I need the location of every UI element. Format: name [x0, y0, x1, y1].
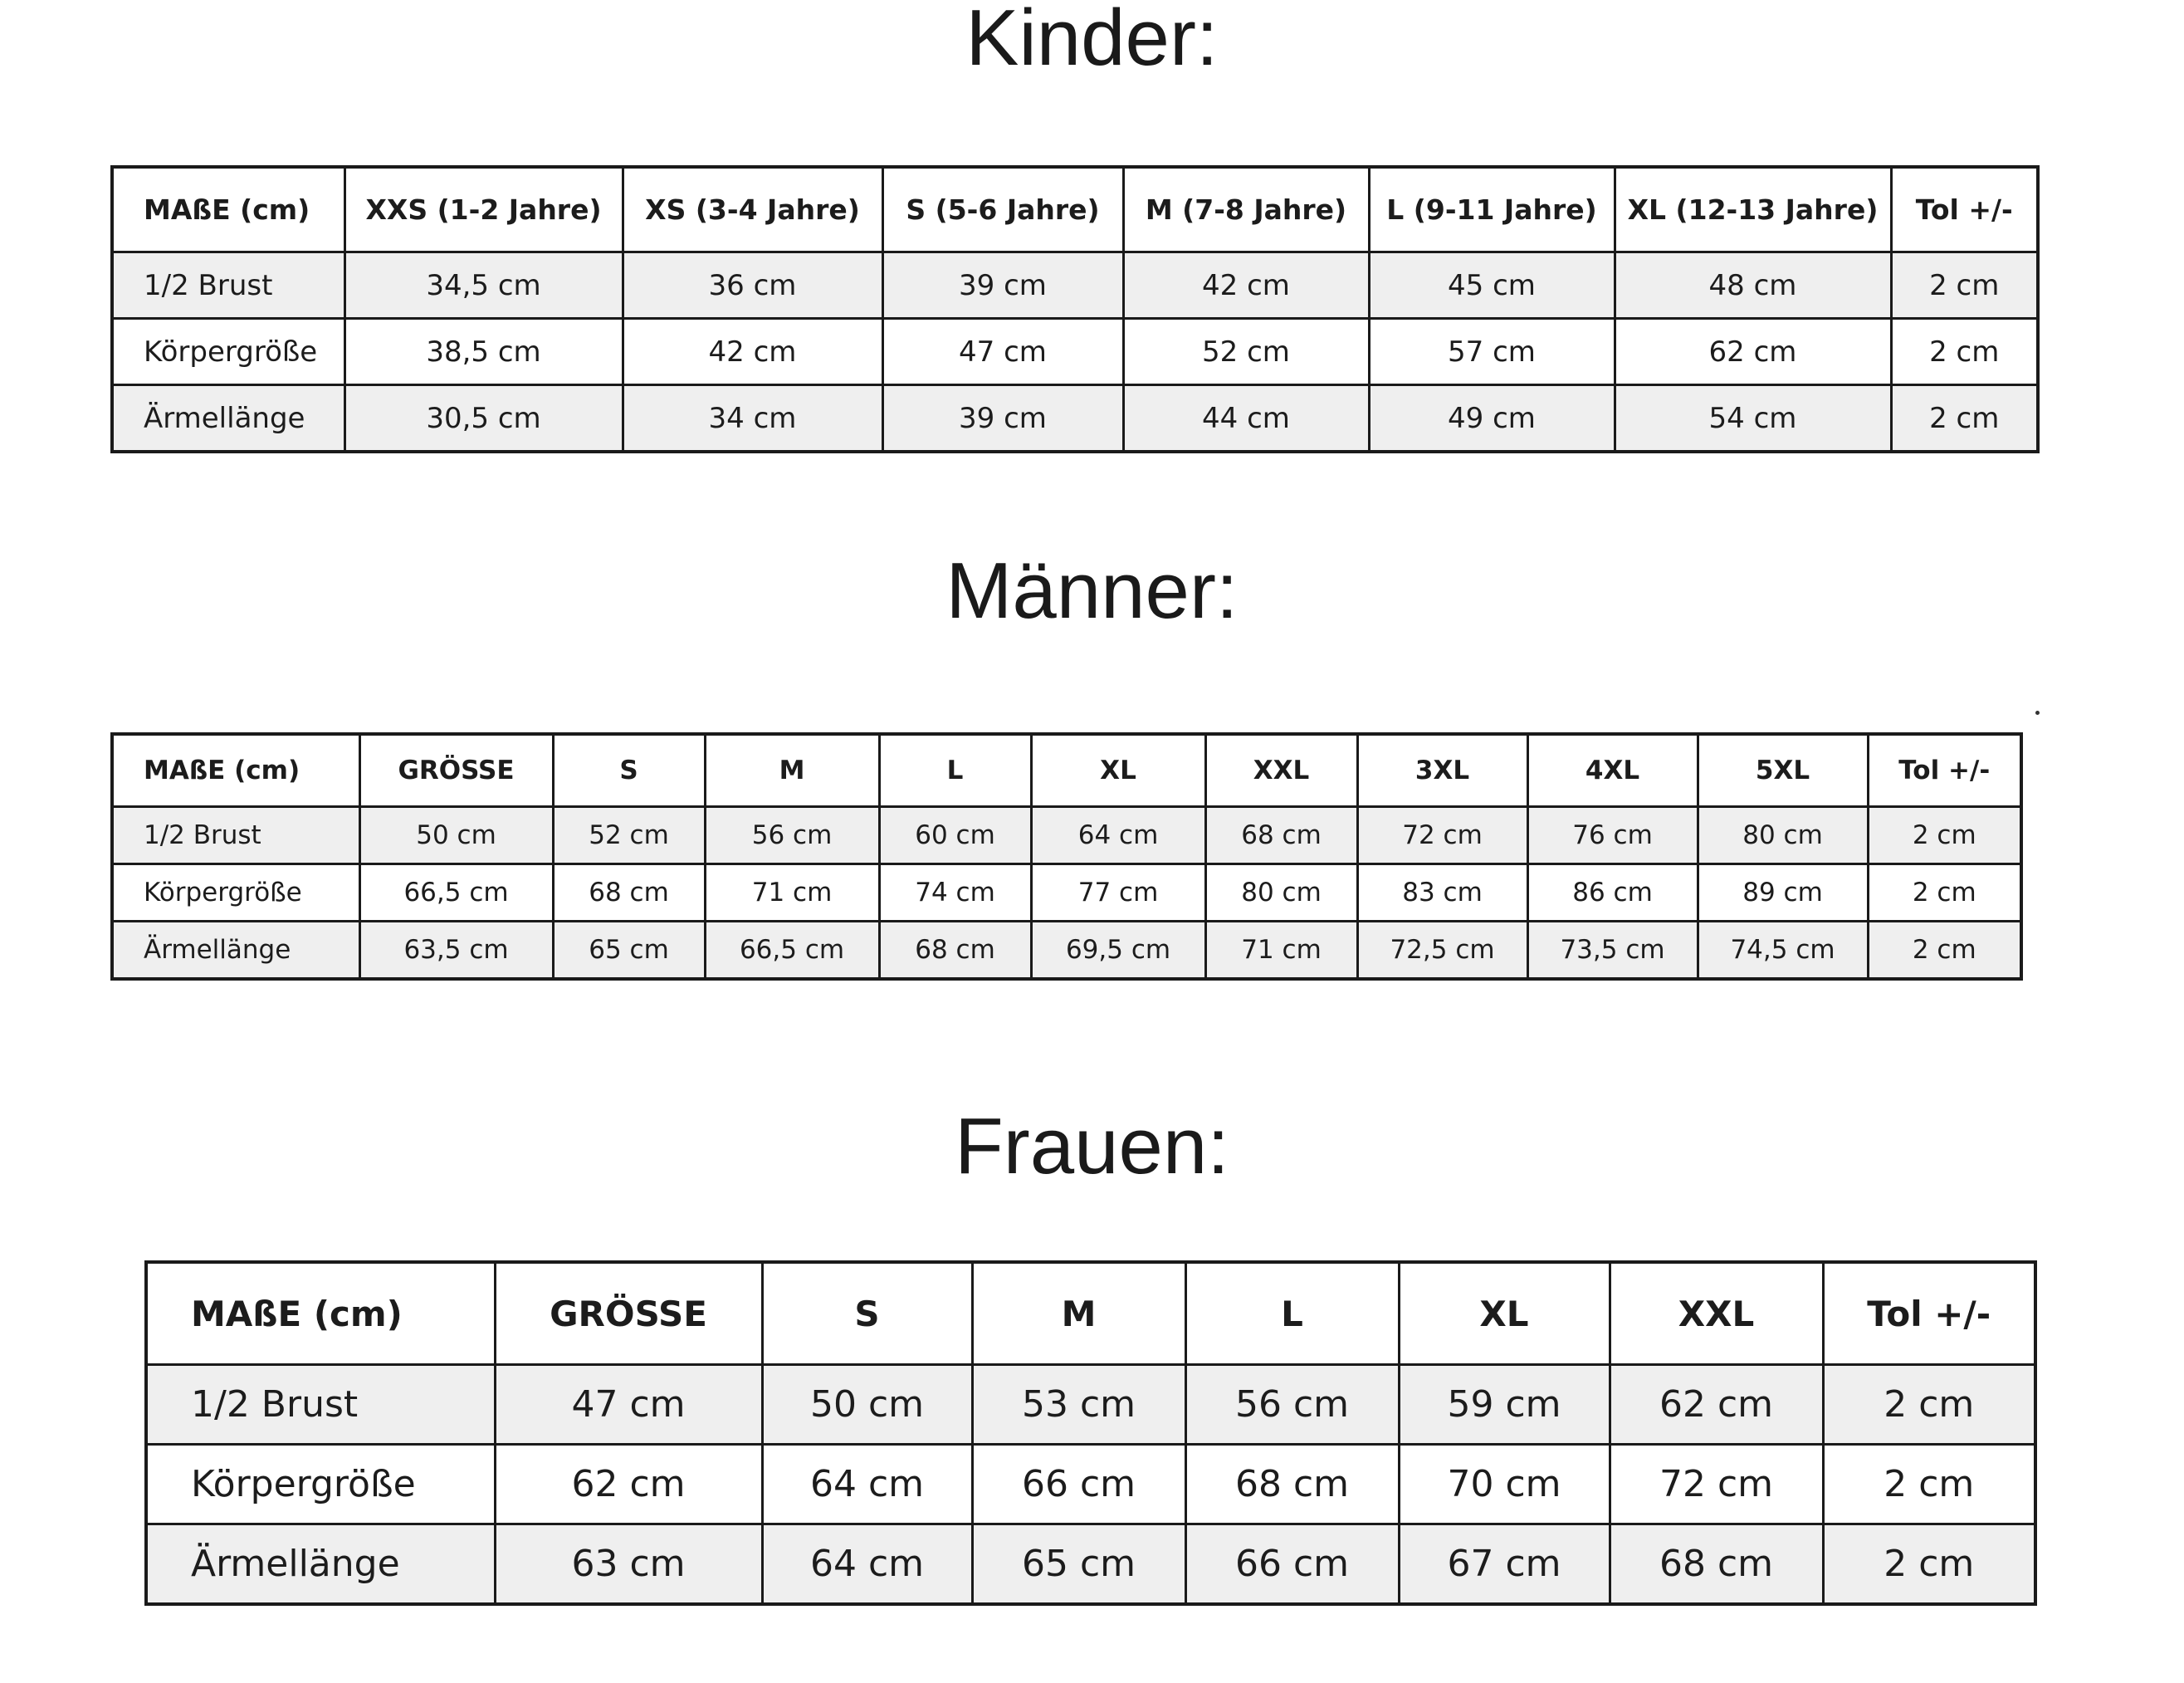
header-cell: S	[553, 734, 705, 807]
header-cell: XXL	[1610, 1262, 1823, 1365]
table-cell: 2 cm	[1868, 922, 2021, 980]
table-cell: 2 cm	[1891, 252, 2038, 319]
header-cell: S (5-6 Jahre)	[882, 167, 1123, 252]
table-cell: 34 cm	[623, 385, 882, 453]
maenner-title: Männer:	[945, 546, 1239, 635]
kinder-title: Kinder:	[965, 0, 1219, 82]
table-cell: 63 cm	[495, 1524, 762, 1605]
table-cell: 65 cm	[553, 922, 705, 980]
table-row	[112, 922, 2021, 980]
table-cell: 66,5 cm	[705, 922, 879, 980]
header-cell: L	[1185, 1262, 1399, 1365]
table-cell: 71 cm	[1205, 922, 1357, 980]
table-cell: 2 cm	[1868, 864, 2021, 922]
table-cell: 54 cm	[1615, 385, 1891, 453]
header-cell: MAßE (cm)	[112, 167, 344, 252]
table-header-row	[146, 1262, 2035, 1365]
header-cell: 5XL	[1698, 734, 1868, 807]
table-cell: 30,5 cm	[344, 385, 623, 453]
table-cell: 83 cm	[1357, 864, 1527, 922]
table-cell: 80 cm	[1205, 864, 1357, 922]
table-cell: 48 cm	[1615, 252, 1891, 319]
table-cell: 2 cm	[1868, 807, 2021, 864]
maenner-size-table	[110, 732, 2023, 981]
table-cell: 49 cm	[1369, 385, 1615, 453]
table-cell: 64 cm	[762, 1524, 972, 1605]
table-cell: 74 cm	[879, 864, 1031, 922]
table-cell: 38,5 cm	[344, 319, 623, 385]
table-header-row	[112, 167, 2038, 252]
table-cell: 2 cm	[1823, 1524, 2035, 1605]
header-cell: M	[705, 734, 879, 807]
table-cell: 52 cm	[553, 807, 705, 864]
table-header-row	[112, 734, 2021, 807]
table-cell: 80 cm	[1698, 807, 1868, 864]
header-cell: 4XL	[1527, 734, 1698, 807]
table-cell: 42 cm	[1123, 252, 1369, 319]
table-cell: 76 cm	[1527, 807, 1698, 864]
table-cell: 70 cm	[1399, 1445, 1610, 1524]
header-cell: MAßE (cm)	[112, 734, 359, 807]
header-cell: MAßE (cm)	[146, 1262, 495, 1365]
table-cell: 86 cm	[1527, 864, 1698, 922]
table-cell: 64 cm	[1031, 807, 1205, 864]
table-cell: 36 cm	[623, 252, 882, 319]
header-cell: XXL	[1205, 734, 1357, 807]
table-cell: 39 cm	[882, 385, 1123, 453]
table-cell: 69,5 cm	[1031, 922, 1205, 980]
row-label: Körpergröße	[112, 864, 359, 922]
header-cell: S	[762, 1262, 972, 1365]
table-cell: 2 cm	[1823, 1445, 2035, 1524]
header-cell: M	[972, 1262, 1185, 1365]
header-cell: M (7-8 Jahre)	[1123, 167, 1369, 252]
table-row	[112, 319, 2038, 385]
header-cell: GRÖSSE	[359, 734, 553, 807]
header-cell: Tol +/-	[1823, 1262, 2035, 1365]
row-label: Ärmellänge	[146, 1524, 495, 1605]
table-cell: 65 cm	[972, 1524, 1185, 1605]
table-cell: 64 cm	[762, 1445, 972, 1524]
table-cell: 50 cm	[762, 1365, 972, 1445]
table-cell: 47 cm	[495, 1365, 762, 1445]
table-cell: 2 cm	[1823, 1365, 2035, 1445]
row-label: Ärmellänge	[112, 922, 359, 980]
table-row	[146, 1365, 2035, 1445]
header-cell: GRÖSSE	[495, 1262, 762, 1365]
header-cell: L	[879, 734, 1031, 807]
table-cell: 44 cm	[1123, 385, 1369, 453]
table-cell: 57 cm	[1369, 319, 1615, 385]
row-label: 1/2 Brust	[112, 807, 359, 864]
table-cell: 77 cm	[1031, 864, 1205, 922]
table-row	[112, 252, 2038, 319]
table-row	[112, 864, 2021, 922]
table-cell: 50 cm	[359, 807, 553, 864]
header-cell: XXS (1-2 Jahre)	[344, 167, 623, 252]
table-cell: 39 cm	[882, 252, 1123, 319]
table-cell: 63,5 cm	[359, 922, 553, 980]
row-label: Körpergröße	[112, 319, 344, 385]
table-row	[112, 807, 2021, 864]
header-cell: L (9-11 Jahre)	[1369, 167, 1615, 252]
table-cell: 56 cm	[1185, 1365, 1399, 1445]
table-cell: 34,5 cm	[344, 252, 623, 319]
frauen-size-table	[144, 1260, 2037, 1606]
row-label: 1/2 Brust	[146, 1365, 495, 1445]
table-cell: 74,5 cm	[1698, 922, 1868, 980]
table-cell: 68 cm	[1185, 1445, 1399, 1524]
row-label: Ärmellänge	[112, 385, 344, 453]
table-cell: 53 cm	[972, 1365, 1185, 1445]
table-cell: 45 cm	[1369, 252, 1615, 319]
table-cell: 52 cm	[1123, 319, 1369, 385]
table-cell: 66 cm	[1185, 1524, 1399, 1605]
table-row	[112, 385, 2038, 453]
header-cell: Tol +/-	[1891, 167, 2038, 252]
table-cell: 68 cm	[553, 864, 705, 922]
table-row	[146, 1445, 2035, 1524]
row-label: 1/2 Brust	[112, 252, 344, 319]
table-cell: 73,5 cm	[1527, 922, 1698, 980]
table-cell: 62 cm	[1610, 1365, 1823, 1445]
table-cell: 47 cm	[882, 319, 1123, 385]
table-cell: 2 cm	[1891, 385, 2038, 453]
stray-dot	[2035, 711, 2040, 715]
row-label: Körpergröße	[146, 1445, 495, 1524]
header-cell: XL	[1399, 1262, 1610, 1365]
table-cell: 89 cm	[1698, 864, 1868, 922]
table-cell: 72 cm	[1357, 807, 1527, 864]
table-cell: 59 cm	[1399, 1365, 1610, 1445]
table-cell: 72,5 cm	[1357, 922, 1527, 980]
header-cell: Tol +/-	[1868, 734, 2021, 807]
table-cell: 56 cm	[705, 807, 879, 864]
table-cell: 68 cm	[1610, 1524, 1823, 1605]
table-cell: 42 cm	[623, 319, 882, 385]
header-cell: XL	[1031, 734, 1205, 807]
table-cell: 66 cm	[972, 1445, 1185, 1524]
table-cell: 68 cm	[879, 922, 1031, 980]
frauen-title: Frauen:	[955, 1102, 1229, 1191]
table-cell: 66,5 cm	[359, 864, 553, 922]
table-cell: 72 cm	[1610, 1445, 1823, 1524]
table-cell: 71 cm	[705, 864, 879, 922]
table-cell: 62 cm	[495, 1445, 762, 1524]
table-cell: 68 cm	[1205, 807, 1357, 864]
header-cell: 3XL	[1357, 734, 1527, 807]
table-cell: 60 cm	[879, 807, 1031, 864]
table-cell: 67 cm	[1399, 1524, 1610, 1605]
table-cell: 2 cm	[1891, 319, 2038, 385]
header-cell: XL (12-13 Jahre)	[1615, 167, 1891, 252]
kinder-size-table	[110, 165, 2040, 453]
header-cell: XS (3-4 Jahre)	[623, 167, 882, 252]
table-cell: 62 cm	[1615, 319, 1891, 385]
table-row	[146, 1524, 2035, 1605]
